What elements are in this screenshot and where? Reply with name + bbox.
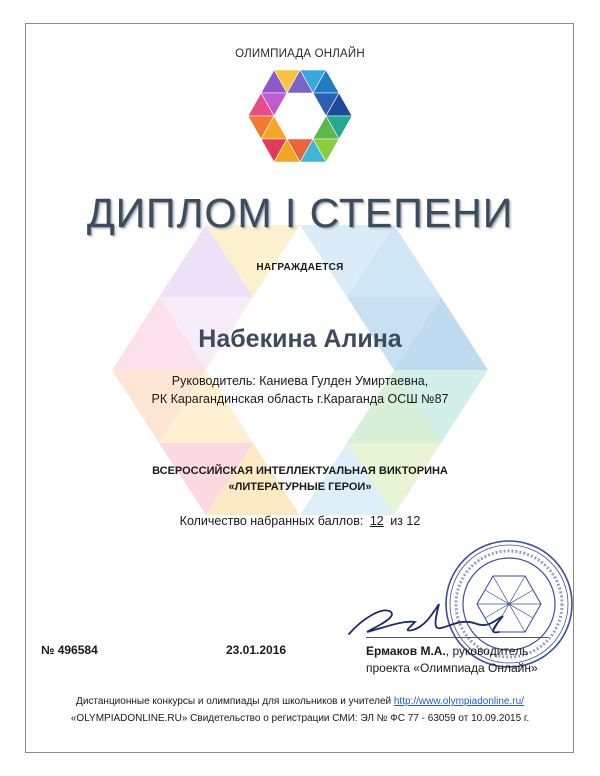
signer-role: , руководитель [445, 644, 529, 658]
score-max: 12 [406, 514, 421, 528]
footer-text: Дистанционные конкурсы и олимпиады для школьников и учителей [76, 696, 392, 707]
diploma-title: ДИПЛОМ I СТЕПЕНИ [86, 190, 514, 236]
signature-line [366, 637, 548, 638]
awarded-label: НАГРАЖДАЕТСЯ [256, 262, 344, 273]
signer-project: проекта «Олимпиада Онлайн» [366, 661, 538, 675]
leader-line: Руководитель: Каниева Гулден Умиртаевна, [171, 374, 429, 388]
leader-block [0, 372, 600, 408]
event-type: ВСЕРОССИЙСКАЯ ИНТЕЛЛЕКТУАЛЬНАЯ ВИКТОРИНА [152, 465, 448, 477]
score-value: 12 [369, 514, 384, 528]
signer-block [366, 643, 538, 677]
school-line: РК Карагандинская область г.Караганда ОСШ №87 [151, 392, 449, 406]
hexagon-logo-icon [248, 70, 352, 162]
signer-name: Ермаков М.А. [366, 644, 446, 658]
brand-name: ОЛИМПИАДА ОНЛАЙН [235, 48, 365, 60]
event-title: «ЛИТЕРАТУРНЫЕ ГЕРОИ» [228, 481, 372, 493]
recipient-name: Набекина Алина [198, 325, 402, 353]
event-block [0, 463, 600, 495]
score-line [0, 514, 600, 528]
issue-date: 23.01.2016 [226, 643, 287, 657]
score-label: Количество набранных баллов: [179, 514, 364, 528]
signature-icon [343, 598, 543, 646]
footer [0, 693, 600, 727]
diploma-number: № 496584 [41, 643, 98, 657]
score-separator: из [390, 514, 403, 528]
footer-registration: «OLYMPIADONLINE.RU» Свидетельство о регистрации СМИ: ЭЛ № ФС 77 - 63059 от 10.09.2015 г. [70, 713, 530, 724]
footer-link[interactable]: http://www.olympiadonline.ru/ [393, 696, 524, 707]
